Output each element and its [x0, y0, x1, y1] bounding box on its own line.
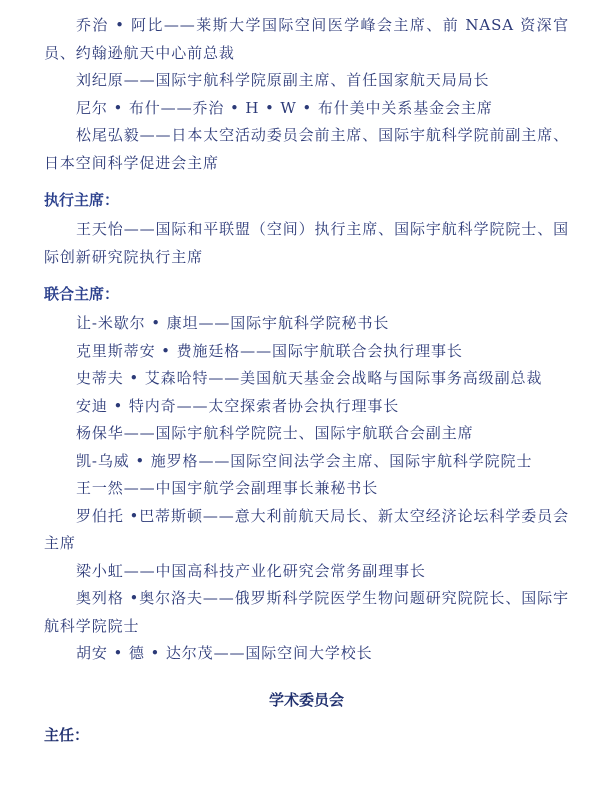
list-item: 梁小虹——中国高科技产业化研究会常务副理事长: [76, 561, 426, 580]
academic-committee-title: 学术委员会: [268, 690, 344, 709]
list-item: 安迪 • 特内奇——太空探索者协会执行理事长: [76, 396, 400, 415]
list-item: 刘纪原——国际宇航科学院原副主席、首任国家航天局局长: [76, 71, 490, 89]
executive-chair-list: [44, 216, 569, 271]
list-item: 王天怡——国际和平联盟（空间）执行主席、国际宇航科学院院士、国际创新研究院执行主席: [44, 220, 569, 266]
list-item: 史蒂夫 • 艾森哈特——美国航天基金会战略与国际事务高级副总裁: [76, 369, 543, 387]
list-item: 王一然——中国宇航学会副理事长兼秘书长: [76, 479, 379, 497]
director-heading: 主任：: [44, 725, 90, 744]
list-item: 克里斯蒂安 • 费施廷格——国际宇航联合会执行理事长: [76, 341, 463, 360]
list-item: 凯-乌威 • 施罗格——国际空间法学会主席、国际宇航科学院院士: [76, 451, 533, 470]
co-chairs-list: [44, 310, 569, 668]
list-item: 奥列格 •奥尔洛夫——俄罗斯科学院医学生物问题研究院院长、国际宇航科学院院士: [44, 589, 569, 635]
list-item: 罗伯托 •巴蒂斯顿——意大利前航天局长、新太空经济论坛科学委员会主席: [44, 506, 569, 552]
list-item: 松尾弘毅——日本太空活动委员会前主席、国际宇航科学院前副主席、日本空间科学促进会主席: [44, 126, 569, 172]
co-chairs-heading: 联合主席：: [44, 285, 120, 303]
honorary-chairs-list: [44, 12, 569, 177]
list-item: 尼尔 • 布什——乔治 • H • W • 布什美中关系基金会主席: [76, 98, 493, 117]
list-item: 乔治 • 阿比——莱斯大学国际空间医学峰会主席、前 NASA 资深官员、约翰逊航天中心前总裁: [44, 16, 569, 62]
executive-chair-heading: 执行主席：: [44, 191, 120, 209]
list-item: 胡安 • 德 • 达尔茂——国际空间大学校长: [76, 644, 373, 662]
list-item: 杨保华——国际宇航科学院院士、国际宇航联合会副主席: [76, 424, 474, 442]
list-item: 让-米歇尔 • 康坦——国际宇航科学院秘书长: [76, 314, 390, 332]
